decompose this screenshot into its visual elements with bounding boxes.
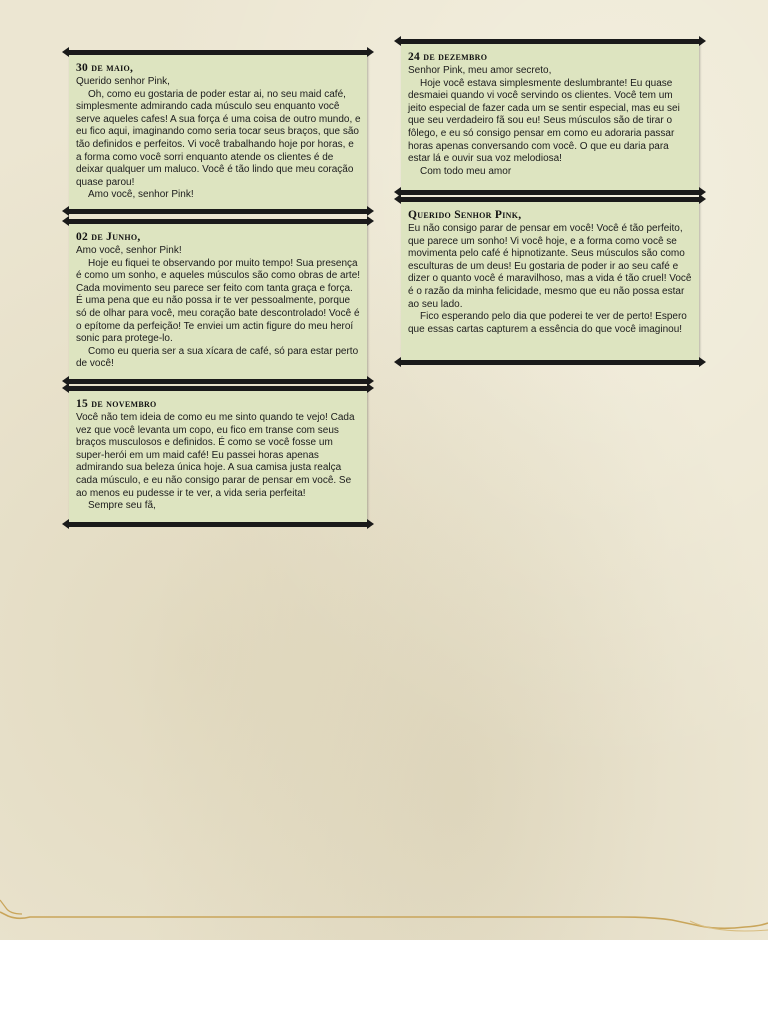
note-paragraph: Amo você, senhor Pink! (88, 189, 194, 201)
note-paragraph: Amo você, senhor Pink! (76, 245, 182, 256)
letter-note-15-novembro (69, 389, 367, 524)
note-paragraph: Hoje você estava simplesmente deslumbrante! Eu quase desmaiei quando vi você servindo os clientes. Você tem um jeito especial de fazer cada um se sentir especial, mas eu sei que seu verdadeiro fã sou eu! Seus músculos são de tirar o fôlego, e eu só consigo pensar em como eu adoraria passar horas apenas conversando com você. O que eu daria para estar lá e ouvir sua voz melodiosa! (408, 77, 680, 165)
note-heading: 02 de Junho, (76, 231, 141, 243)
note-top-bar (398, 39, 702, 44)
note-heading: Querido Senhor Pink, (408, 209, 522, 221)
note-top-bar (66, 50, 370, 55)
note-paragraph: Como eu queria ser a sua xícara de café, só para estar perto de você! (76, 345, 359, 370)
note-content (69, 222, 367, 377)
note-bottom-bar (398, 190, 702, 195)
note-paragraph: Sempre seu fã, (88, 500, 156, 512)
note-paragraph: Querido senhor Pink, (76, 76, 170, 87)
note-paragraph: Oh, como eu gostaria de poder estar ai, no seu maid café, simplesmente admirando cada músculo seu enquanto você serve aqueles cafes! A sua força é uma coisa de outro mundo, e eu fico aqui, imaginando como seria tocar seus braços, que são tão definidos e perfeitos. Vi você trabalhando hoje por horas, e a forma como você sorri enquanto atende os clientes é de deixar qualquer um maluco. Você é tão lindo que meu coração quase parou! (76, 88, 361, 188)
note-bottom-bar (398, 360, 702, 365)
note-top-bar (66, 386, 370, 391)
note-heading: 15 de novembro (76, 398, 157, 410)
footer-ornament (0, 890, 768, 940)
note-content (401, 200, 699, 342)
note-paragraph: Com todo meu amor (420, 165, 512, 177)
letter-note-querido-senhor-pink (401, 200, 699, 362)
note-bottom-bar (66, 522, 370, 527)
letter-note-30-maio (69, 53, 367, 211)
note-top-bar (398, 197, 702, 202)
note-paragraph: Hoje eu fiquei te observando por muito tempo! Sua presença é como um sonho, e aqueles músculos são como obras de arte! Cada movimento seu parece ser feito com tanta graça e força. É uma pena que eu não possa ir te ver pessoalmente, porque só de olhar para você, meu coração bate descontrolado! Você é o epítome da perfeição! Te enviei um actin figure do meu heroí sonic para protege-lo. (76, 257, 361, 345)
note-heading: 24 de dezembro (408, 51, 488, 63)
note-bottom-bar (66, 379, 370, 384)
note-paragraph: Você não tem ideia de como eu me sinto quando te vejo! Cada vez que você levanta um copo, eu fico em transe com seus braços musculosos e definidos. É como se você fosse um super-herói em um maid café! Eu passei horas apenas admirando sua beleza única hoje. A sua camisa justa realça cada músculo, e eu não consigo parar de pensar em você. Se ao menos eu pudesse ir te ver, a vida seria perfeita! (76, 412, 355, 499)
letter-note-02-junho (69, 222, 367, 381)
note-content (69, 53, 367, 208)
note-paragraph: Senhor Pink, meu amor secreto, (408, 65, 552, 76)
note-content (69, 389, 367, 519)
note-content (401, 42, 699, 184)
note-paragraph: Fico esperando pelo dia que poderei te ver de perto! Espero que essas cartas capturem a essência do que você imaginou! (408, 311, 687, 335)
note-paragraph: Eu não consigo parar de pensar em você! Você é tão perfeito, que parece um sonho! Vi você hoje, e a forma como você se movimenta pelo café é hipnotizante. Seus músculos são como esculturas de um deus! Eu gostaria de poder ir ao seu café e dizer o quanto você é maravilhoso, mas a vida é tão cruel! Você é o razão da minha felicidade, mesmo que eu não possa estar ao seu lado. (408, 223, 692, 310)
note-heading: 30 de maio, (76, 62, 134, 74)
letter-note-24-dezembro (401, 42, 699, 192)
note-top-bar (66, 219, 370, 224)
note-bottom-bar (66, 209, 370, 214)
